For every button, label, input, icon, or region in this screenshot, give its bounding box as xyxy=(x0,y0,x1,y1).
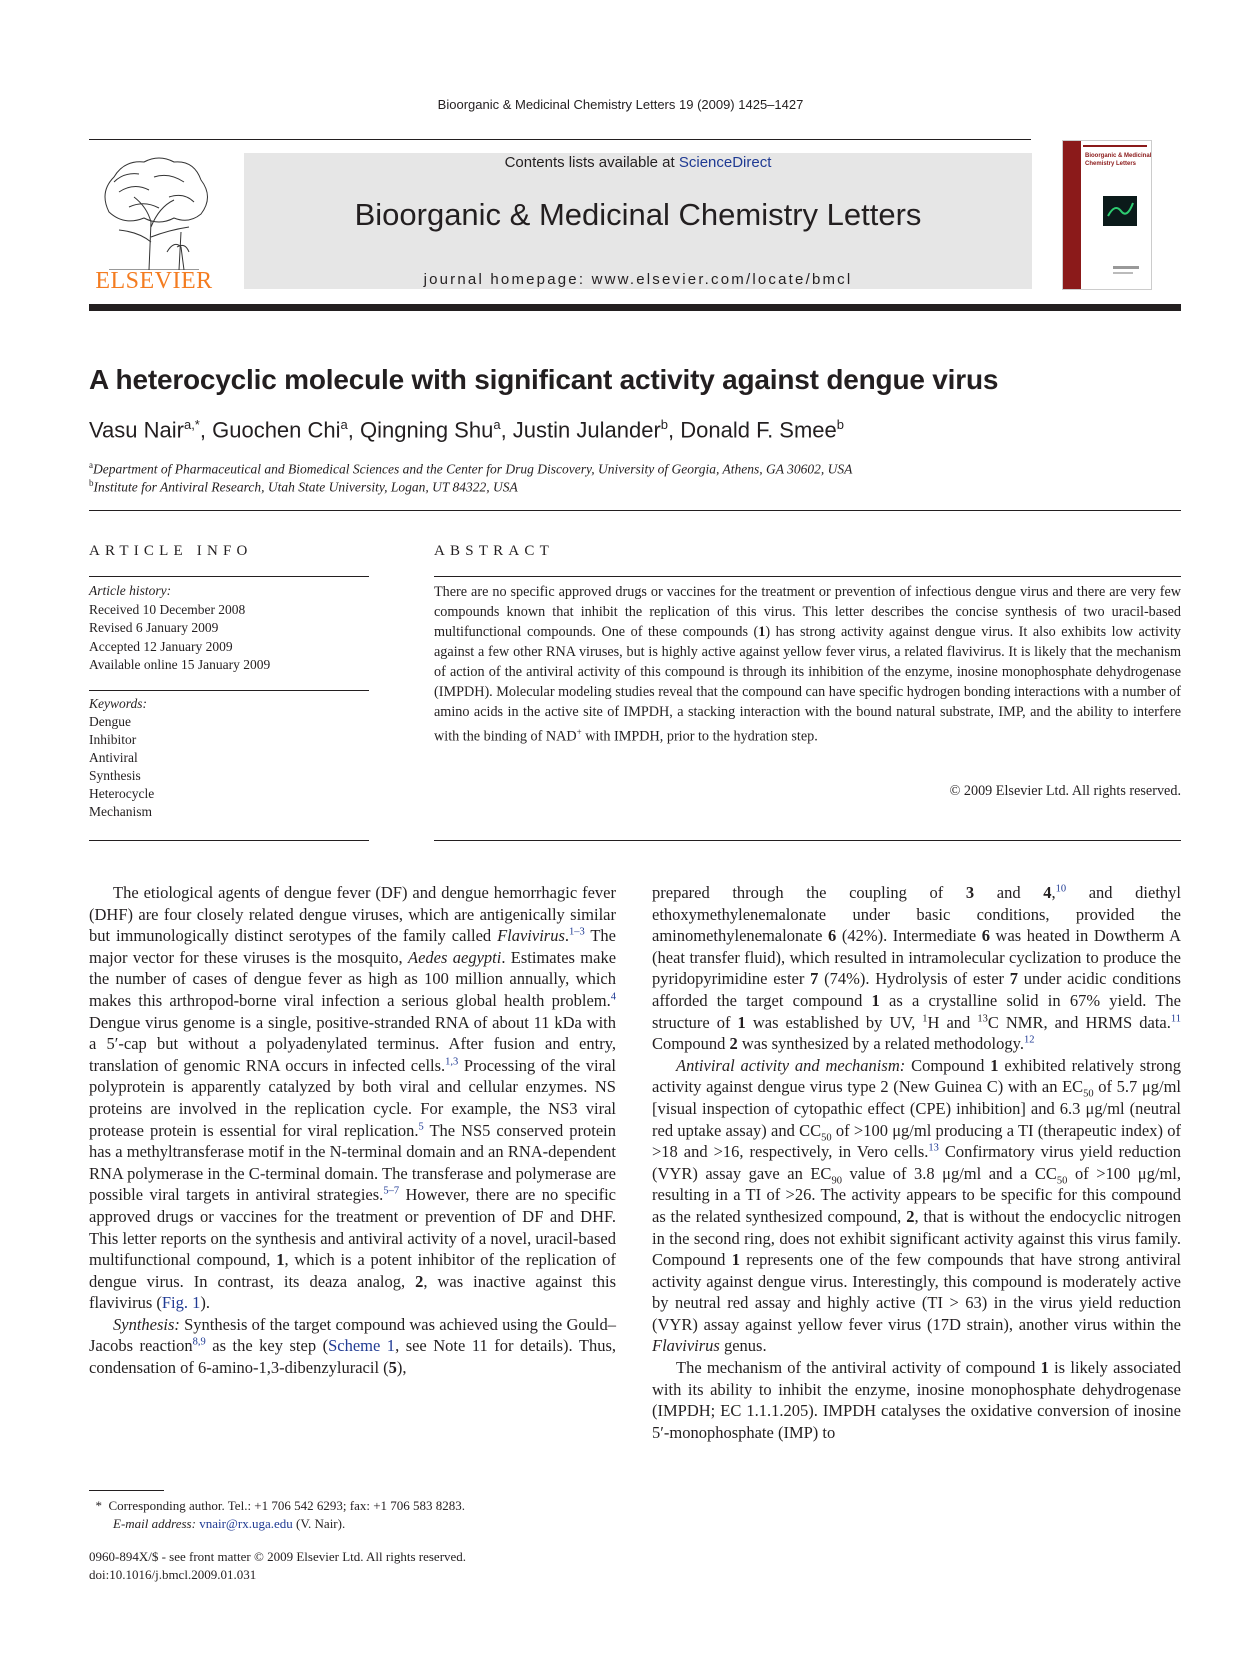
doi-line[interactable]: doi:10.1016/j.bmcl.2009.01.031 xyxy=(89,1567,257,1582)
affiliation-mark: b xyxy=(89,478,94,488)
journal-title: Bioorganic & Medicinal Chemistry Letters xyxy=(354,197,922,232)
contents-prefix: Contents lists available at xyxy=(504,154,679,171)
footnote-rule xyxy=(89,1490,164,1491)
bottom-matter xyxy=(89,1548,466,1584)
affiliation-b xyxy=(89,478,518,496)
elsevier-wordmark: ELSEVIER xyxy=(95,268,213,294)
history-item: Received 10 December 2008 xyxy=(89,601,246,617)
abstract-bottom-rule xyxy=(434,840,1181,841)
article-info-heading: ARTICLE INFO xyxy=(89,543,253,559)
footnote-text: Corresponding author. Tel.: +1 706 542 6293; fax: +1 706 583 8283. xyxy=(108,1498,466,1513)
keyword[interactable]: Synthesis xyxy=(89,768,141,783)
footnote-star: * xyxy=(95,1498,102,1513)
affiliation-text: Institute for Antiviral Research, Utah State University, Logan, UT 84322, USA xyxy=(93,479,518,495)
keywords-rule xyxy=(89,690,369,691)
article-info-bottom-rule xyxy=(89,840,369,841)
body-column-right xyxy=(652,882,1181,1443)
affiliations-rule xyxy=(89,510,1181,511)
body-paragraph: Synthesis: Synthesis of the target compound was achieved using the Gould–Jacobs reaction$^{8,9}$ as the key step (Scheme 1, see Note 11 for details). Thus, condensation of 6-amino-1,3-dibenzyluracil (5), xyxy=(89,1314,616,1378)
journal-homepage[interactable]: journal homepage: www.elsevier.com/locate/bmcl xyxy=(423,271,853,288)
compound-ref: 1 xyxy=(758,624,766,640)
svg-text:Bioorganic & Medicinal: Bioorganic & Medicinal xyxy=(1085,153,1151,159)
abstract-heading: ABSTRACT xyxy=(434,543,554,559)
author-affiliation-mark[interactable]: a xyxy=(493,417,501,432)
sciencedirect-link[interactable]: ScienceDirect xyxy=(678,154,772,171)
article-title: A heterocyclic molecule with significant activity against dengue virus xyxy=(89,364,999,395)
author-affiliation-mark[interactable]: a,* xyxy=(183,417,200,432)
keyword[interactable]: Dengue xyxy=(89,714,131,729)
article-history xyxy=(89,582,369,675)
footnote xyxy=(89,1497,629,1533)
body-paragraph: The mechanism of the antiviral activity of compound 1 is likely associated with its ability to inhibit the enzyme, inosine monophosphate dehydrogenase (IMPDH; EC 1.1.1.205). IMPDH catalyses the oxidative conversion of inosine 5′-monophosphate (IMP) to xyxy=(652,1358,1181,1442)
history-item: Accepted 12 January 2009 xyxy=(89,638,233,654)
abstract-rule xyxy=(434,576,1181,577)
svg-text:Chemistry Letters: Chemistry Letters xyxy=(1085,161,1137,167)
keyword[interactable]: Inhibitor xyxy=(89,732,137,747)
email-link[interactable]: vnair@rx.uga.edu xyxy=(199,1516,293,1531)
abstract-copyright: © 2009 Elsevier Ltd. All rights reserved. xyxy=(949,783,1181,799)
author-name: Justin Julander xyxy=(512,417,661,443)
author-name: Guochen Chi xyxy=(212,417,341,443)
keyword[interactable]: Mechanism xyxy=(89,804,152,819)
abstract-part: with IMPDH, prior to the hydration step. xyxy=(581,728,818,745)
author-affiliation-mark[interactable]: b xyxy=(660,417,669,432)
affiliation-text: Department of Pharmaceutical and Biomedical Sciences and the Center for Drug Discovery, University of Georgia, Athens, GA 30602, USA xyxy=(93,461,853,477)
author-name: Qingning Shu xyxy=(360,417,494,443)
body-paragraph: The etiological agents of dengue fever (DF) and dengue hemorrhagic fever (DHF) are four closely related dengue viruses, which are antigenically similar but immunologically distinct serotypes of the family called Flavivirus.$^{1-3}$ The major vector for these viruses is the mosquito, Aedes aegypti. Estimates make the number of cases of dengue fever as high as 100 million annually, which makes this arthropod-borne viral infection a serious global health problem.$^4$ Dengue virus genome is a single, positive-stranded RNA of about 11 kDa with a 5′-cap but without a polyadenylated terminus. After fusion and entry, translation of genomic RNA occurs in infected cells.$^{1,3}$ Processing of the viral polyprotein is apparently catalyzed by both viral and cellular enzymes. NS proteins are involved in the replication cycle. For example, the NS3 viral protease protein is essential for viral replication.$^5$ The NS5 conserved protein has a methyltransferase motif in the N-terminal domain and an RNA-dependent RNA polymerase in the C-terminal domain. The transferase and polymerase are possible viral targets in antiviral strategies.$^{5-7}$ However, there are no specific approved drugs or vaccines for the treatment or prevention of DF and DHF. This letter reports on the synthesis and antiviral activity of a novel, uracil-based multifunctional compound, 1, which is a potent inhibitor of the replication of dengue virus. In contrast, its deaza analog, 2, was inactive against this flavivirus (Fig. 1). xyxy=(89,883,617,1313)
keyword[interactable]: Antiviral xyxy=(89,750,138,765)
abstract-part: There are no specific approved drugs or vaccines for the treatment or prevention of infectious dengue virus and there are very few compounds known that inhibit the replication of this virus. This letter describes the concise synthesis of two uracil-based multifunctional compounds. One of these compounds ( xyxy=(434,584,1181,640)
email-label: E-mail address: xyxy=(113,1516,196,1531)
keywords xyxy=(89,695,369,821)
author-name: Donald F. Smee xyxy=(680,417,837,443)
affiliation-a xyxy=(89,460,852,478)
issn-line: 0960-894X/$ - see front matter © 2009 Elsevier Ltd. All rights reserved. xyxy=(89,1549,467,1564)
abstract-sup: + xyxy=(576,727,582,737)
history-item: Available online 15 January 2009 xyxy=(89,657,271,672)
header-thick-rule xyxy=(89,304,1181,311)
author-list: Vasu Nair$^{a,*}$, Guochen Chi$^a$, Qingning Shu$^a$, Justin Julander$^b$, Donald F. Smee$^b$ xyxy=(89,417,845,443)
keyword[interactable]: Heterocycle xyxy=(89,786,155,801)
header-rule xyxy=(89,139,1031,140)
abstract-text xyxy=(434,582,1181,747)
author-affiliation-mark[interactable]: b xyxy=(836,417,845,432)
footnote-email xyxy=(89,1515,629,1533)
journal-cover-thumbnail xyxy=(1062,140,1152,290)
body-paragraph: Antiviral activity and mechanism: Compound 1 exhibited relatively strong activity against dengue virus type 2 (New Guinea C) with an $EC_{50}$ of 5.7 μg/ml [visual inspection of cytopathic effect (CPE) inhibition] and 6.3 μg/ml (neutral red uptake assay) and $CC_{50}$ of >100 μg/ml producing a TI (therapeutic index) of >18 and >16, respectively, in Vero cells.$^{13}$ Confirmatory virus yield reduction (VYR) assay gave an $EC_{90}$ value of 3.8 μg/ml and a $CC_{50}$ of >100 μg/ml, resulting in a TI of >26. The activity appears to be specific for this compound as the related synthesized compound, 2, that is without the endocyclic nitrogen in the second ring, does not exhibit significant activity against this virus family. Compound 1 represents one of the few compounds that have strong antiviral activity against dengue virus. Interestingly, this compound is moderately active by neutral red assay and highly active (TI > 63) in the virus yield reduction (VYR) assay against yellow fever virus (17D strain), another virus within the Flavivirus genus. xyxy=(652,1055,1182,1356)
contents-line xyxy=(244,154,1032,171)
author-name: Vasu Nair xyxy=(89,417,184,443)
body-column-left xyxy=(89,882,616,1379)
author-affiliation-mark[interactable]: a xyxy=(340,417,348,432)
abstract-part: ) has strong activity against dengue virus. It also exhibits low activity against a few other RNA viruses, but is highly active against yellow fever virus, a related flavivirus. It is likely that the mechanism of action of the antiviral activity of this compound is through its inhibition of the enzyme, inosine monophosphate dehydrogenase (IMPDH). Molecular modeling studies reveal that the compound can have specific hydrogen bonding interactions with a number of amino acids in the active site of IMPDH, a stacking interaction with the bound natural substrate, IMP, and the ability to interfere with the binding of NAD xyxy=(434,624,1182,745)
email-owner: (V. Nair). xyxy=(296,1516,346,1531)
footnote-corresponding xyxy=(89,1497,629,1515)
history-label: Article history: xyxy=(89,583,172,598)
running-head: Bioorganic & Medicinal Chemistry Letters 19 (2009) 1425–1427 xyxy=(437,97,804,112)
keywords-label: Keywords: xyxy=(89,696,147,711)
body-paragraph: prepared through the coupling of 3 and 4,10 and diethyl ethoxymethylenemalonate under basic conditions, provided the aminomethylenemalonate 6 (42%). Intermediate 6 was heated in Dowtherm A (heat transfer fluid), which resulted in intramolecular cyclization to produce the pyridopyrimidine ester 7 (74%). Hydrolysis of ester 7 under acidic conditions afforded the target compound 1 as a crystalline solid in 67% yield. The structure of 1 was established by UV, $^1$H and $^{13}$C NMR, and HRMS data.$^{11}$ Compound 2 was synthesized by a related methodology.$^{12}$ xyxy=(652,883,1181,1054)
article-info-rule xyxy=(89,576,369,577)
affiliation-mark: a xyxy=(89,460,93,470)
history-item: Revised 6 January 2009 xyxy=(89,620,219,635)
